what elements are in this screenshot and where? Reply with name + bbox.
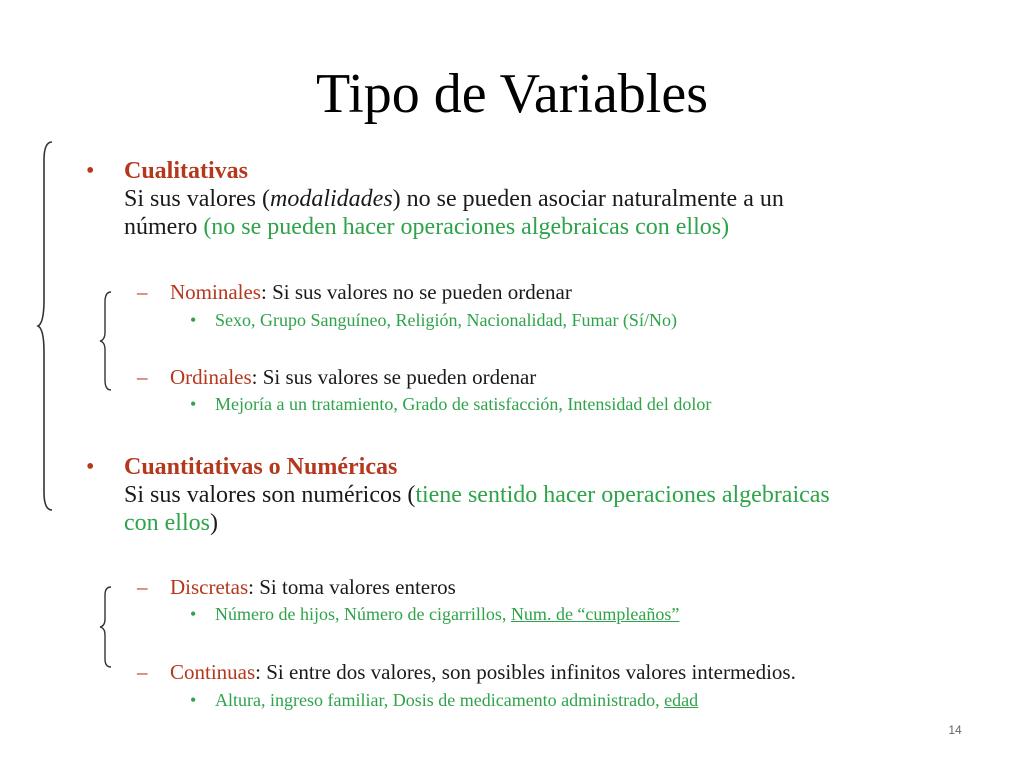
page-number: 14	[948, 723, 962, 737]
ordinal-item	[170, 364, 536, 390]
dash-discrete: –	[137, 575, 148, 599]
dash-ordinal: –	[137, 365, 148, 389]
ordinal-examples: Mejoría a un tratamiento, Grado de satisfacción, Intensidad del dolor	[215, 394, 712, 414]
heading-qualitative: Cualitativas	[124, 158, 249, 184]
discrete-item	[170, 574, 456, 600]
ordinal-text: : Si sus valores se pueden ordenar	[251, 365, 537, 389]
quantitative-def-b: )	[209, 510, 218, 536]
qualitative-def-green: (no se pueden hacer operaciones algebraicas con ellos)	[203, 214, 730, 240]
qualitative-definition-line1	[124, 185, 784, 213]
discrete-examples-link[interactable]: Num. de “cumpleaños”	[510, 604, 680, 624]
nominal-examples: Sexo, Grupo Sanguíneo, Religión, Nacionalidad, Fumar (Sí/No)	[215, 310, 677, 330]
continuous-examples	[215, 689, 698, 711]
qualitative-definition-line2	[124, 213, 729, 241]
continuous-label: Continuas	[170, 660, 256, 684]
continuous-examples-text: Altura, ingreso familiar, Dosis de medicamento administrado,	[215, 690, 665, 710]
nominal-item	[170, 279, 572, 305]
bullet-quantitative: •	[86, 454, 95, 480]
discrete-label: Discretas	[170, 575, 249, 599]
bullet-ordinal-examples: •	[190, 394, 197, 414]
qualitative-def-em: modalidades	[270, 186, 393, 212]
discrete-examples	[215, 603, 679, 625]
bullet-continuous-examples: •	[190, 690, 197, 710]
brace-qualitative	[36, 140, 56, 512]
qualitative-def-c: número	[124, 214, 204, 240]
continuous-text: : Si entre dos valores, son posibles infinitos valores intermedios.	[255, 660, 796, 684]
qualitative-def-a: Si sus valores (	[124, 186, 270, 212]
brace-qualitative-types	[98, 290, 114, 392]
bullet-nominal-examples: •	[190, 310, 197, 330]
dash-nominal: –	[137, 280, 148, 304]
nominal-label: Nominales	[170, 280, 261, 304]
discrete-examples-text: Número de hijos, Número de cigarrillos,	[215, 604, 511, 624]
qualitative-def-b: ) no se pueden asociar naturalmente a un	[392, 186, 784, 212]
nominal-text: : Si sus valores no se pueden ordenar	[260, 280, 572, 304]
bullet-qualitative: •	[86, 158, 95, 184]
slide-title: Tipo de Variables	[316, 63, 708, 125]
quantitative-definition-line1	[124, 481, 830, 509]
discrete-text: : Si toma valores enteros	[248, 575, 456, 599]
brace-quantitative-types	[98, 585, 114, 669]
quantitative-def-green1: tiene sentido hacer operaciones algebraicas	[415, 482, 830, 508]
quantitative-def-a: Si sus valores son numéricos (	[124, 482, 416, 508]
bullet-discrete-examples: •	[190, 604, 197, 624]
quantitative-definition-line2	[124, 509, 218, 537]
continuous-item	[170, 659, 796, 685]
dash-continuous: –	[137, 660, 148, 684]
continuous-examples-link[interactable]: edad	[664, 690, 699, 710]
ordinal-label: Ordinales	[170, 365, 252, 389]
heading-quantitative: Cuantitativas o Numéricas	[124, 454, 398, 480]
quantitative-def-green2: con ellos	[124, 510, 210, 536]
